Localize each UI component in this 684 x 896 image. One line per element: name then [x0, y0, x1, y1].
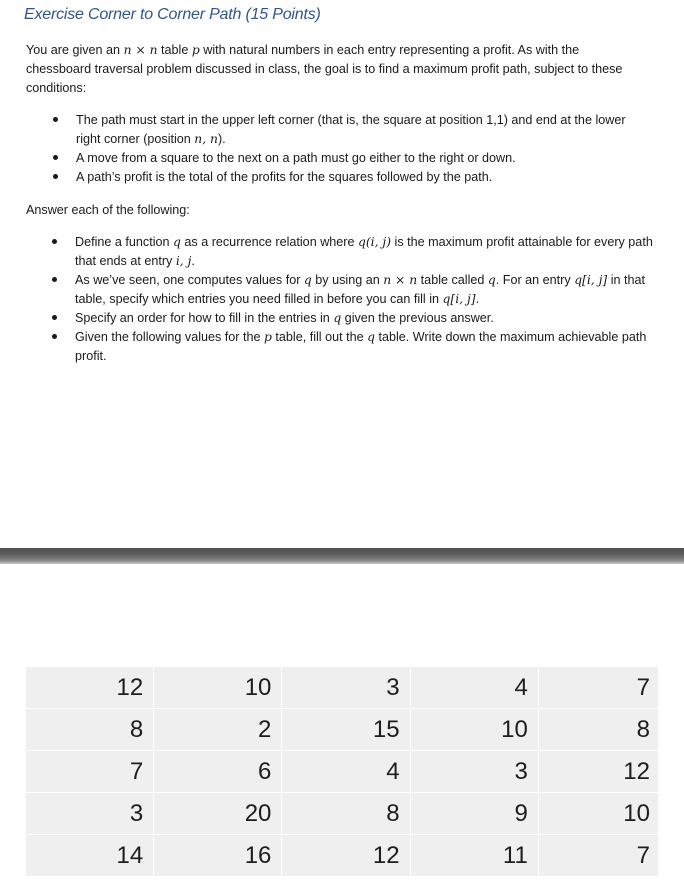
intro-paragraph — [26, 41, 646, 98]
table-cell: 7 — [538, 667, 658, 709]
intro-text: You are given an — [26, 43, 124, 57]
task-math: q — [487, 273, 496, 287]
table-row — [26, 751, 658, 793]
task-text: table. Write down the maximum achievable path profit. — [75, 330, 647, 363]
table-row — [26, 709, 658, 751]
task-math: q — [173, 235, 181, 249]
table-cell: 3 — [410, 751, 538, 793]
table-cell: 16 — [154, 835, 282, 877]
condition-item — [76, 111, 651, 149]
table-cell: 3 — [26, 793, 154, 835]
task-text: in that table, specify which entries you need filled in before you can fill in — [75, 273, 646, 306]
table-cell: 7 — [538, 835, 658, 877]
table-cell: 10 — [154, 667, 282, 709]
table-cell: 2 — [154, 709, 282, 751]
table-cell: 11 — [410, 835, 538, 877]
task-item — [75, 309, 660, 328]
tasks-list — [75, 233, 660, 366]
task-text: . — [191, 254, 195, 268]
task-text: table, fill out the — [271, 330, 368, 344]
p-table — [26, 667, 658, 877]
task-math: q — [303, 273, 312, 287]
task-text: given the previous answer. — [341, 311, 494, 325]
table-cell: 12 — [538, 751, 658, 793]
table-cell: 8 — [538, 709, 658, 751]
table-cell: 10 — [410, 709, 538, 751]
conditions-list — [76, 111, 651, 187]
page-separator — [0, 548, 684, 564]
task-math: i, j — [175, 254, 192, 268]
bullet-icon — [52, 334, 57, 339]
bullet-icon — [53, 174, 58, 179]
task-math: q — [367, 330, 375, 344]
table-row — [26, 667, 658, 709]
task-math: n × n — [383, 273, 418, 287]
table-cell: 7 — [26, 751, 154, 793]
table-cell: 6 — [154, 751, 282, 793]
table-cell: 9 — [410, 793, 538, 835]
task-text: As we’ve seen, one computes values for — [75, 273, 304, 287]
task-text: Specify an order for how to fill in the entries in — [75, 311, 334, 325]
intro-math: n × n — [123, 43, 158, 57]
bullet-icon — [52, 277, 57, 282]
task-math: q[i, j] — [442, 292, 476, 306]
table-cell: 4 — [282, 751, 410, 793]
table-cell: 10 — [538, 793, 658, 835]
table-cell: 12 — [26, 667, 154, 709]
bullet-icon — [52, 315, 57, 320]
condition-item — [76, 149, 651, 168]
task-text: as a recurrence relation where — [180, 235, 358, 249]
task-math: q[i, j] — [574, 273, 608, 287]
bullet-icon — [52, 239, 57, 244]
task-text: is the maximum profit attainable for every path that ends at entry — [75, 235, 653, 268]
task-text: by using an — [311, 273, 384, 287]
table-row — [26, 793, 658, 835]
bullet-icon — [53, 117, 58, 122]
table-cell: 8 — [282, 793, 410, 835]
table-cell: 12 — [282, 835, 410, 877]
condition-math: n, n — [194, 132, 218, 146]
answer-heading: Answer each of the following: — [26, 203, 190, 217]
task-text: . — [475, 292, 480, 306]
table-cell: 20 — [154, 793, 282, 835]
task-text: . For an entry — [495, 273, 575, 287]
table-cell: 14 — [26, 835, 154, 877]
intro-math: p — [191, 43, 200, 57]
table-cell: 15 — [282, 709, 410, 751]
task-text: Given the following values for the — [75, 330, 265, 344]
intro-text: table — [157, 43, 192, 57]
condition-text: A path’s profit is the total of the profits for the squares followed by the path. — [76, 170, 493, 184]
task-math: p — [264, 330, 272, 344]
task-item — [75, 328, 660, 366]
condition-text: ). — [217, 132, 226, 146]
exercise-title: Exercise Corner to Corner Path (15 Points) — [24, 6, 321, 23]
intro-text: with natural numbers in each entry representing a profit. As with the chessboard traversal problem discussed in class, the goal is to find a maximum profit path, subject to these conditions: — [26, 43, 623, 95]
table-cell: 8 — [26, 709, 154, 751]
task-math: q(i, j) — [358, 235, 392, 249]
task-text: table called — [417, 273, 488, 287]
task-item — [75, 233, 660, 271]
table-cell: 3 — [282, 667, 410, 709]
task-item — [75, 271, 660, 309]
table-cell: 4 — [410, 667, 538, 709]
bullet-icon — [53, 155, 58, 160]
task-text: Define a function — [75, 235, 174, 249]
task-math: q — [333, 311, 342, 325]
condition-text: The path must start in the upper left corner (that is, the square at position 1,1) and end at the lower right corner (position — [76, 113, 626, 146]
table-row — [26, 835, 658, 877]
condition-text: A move from a square to the next on a path must go either to the right or down. — [76, 151, 516, 165]
condition-item — [76, 168, 651, 187]
p-table-region — [0, 564, 684, 896]
